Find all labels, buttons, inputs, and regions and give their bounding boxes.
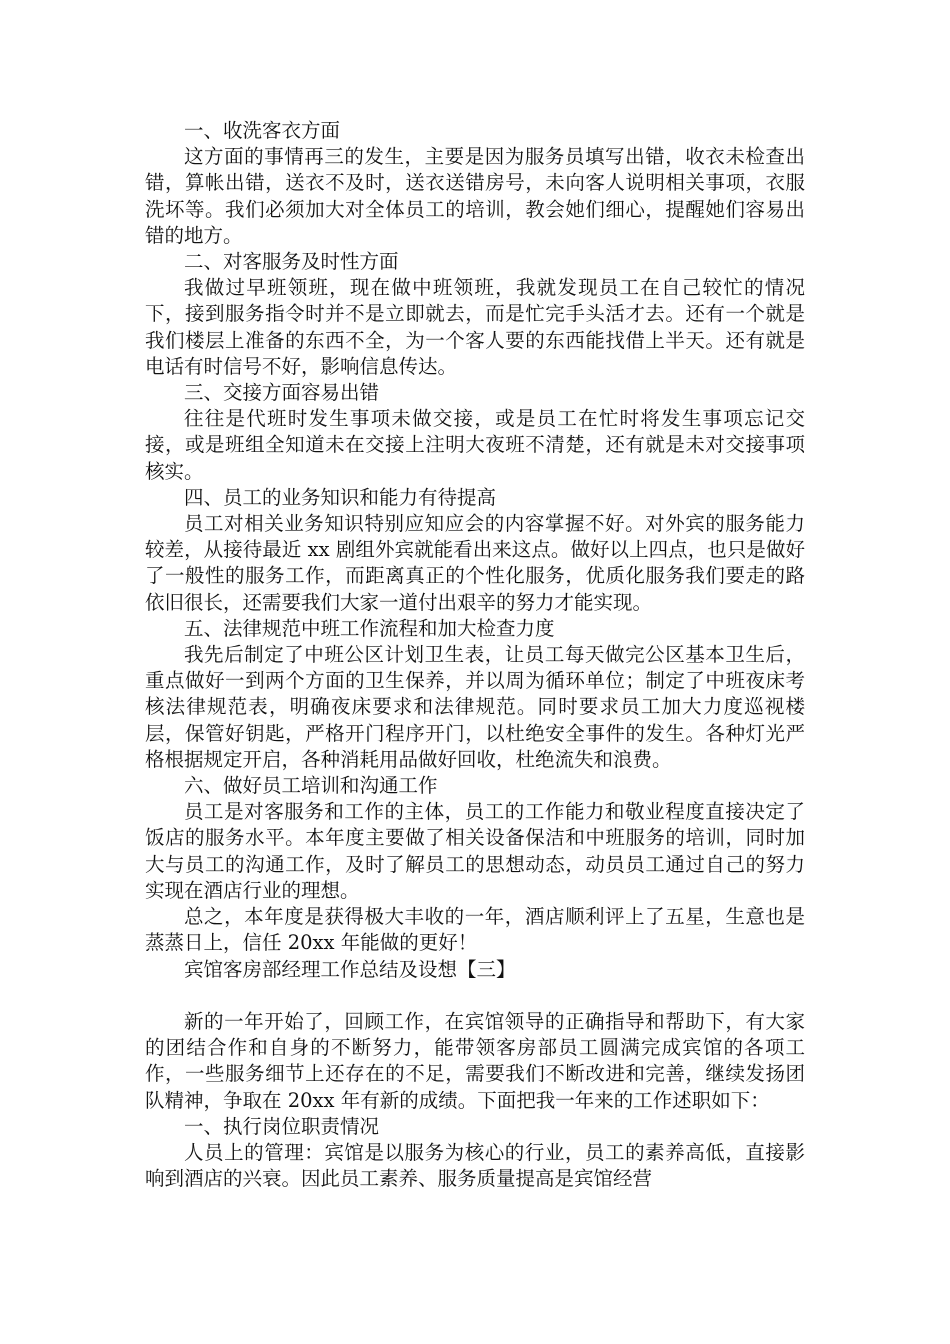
paragraph-handover: 往往是代班时发生事项未做交接，或是员工在忙时将发生事项忘记交接，或是班组全知道未在交接上注明大夜班不清楚，还有就是未对交接事项核实。 <box>145 407 805 483</box>
paragraph-summary: 总之，本年度是获得极大丰收的一年，酒店顺利评上了五星，生意也是蒸蒸日上，信任 20xx 年能做的更好！ <box>145 905 805 955</box>
section-heading-laundry: 一、收洗客衣方面 <box>184 119 341 142</box>
paragraph-skills: 员工对相关业务知识特别应知应会的内容掌握不好。对外宾的服务能力较差，从接待最近 xx 剧组外宾就能看出来这点。做好以上四点，也只是做好了一般性的服务工作，而距离真正的个性化服务，优质化服务我们要走的路依旧很长，还需要我们大家一道付出艰辛的努力才能实现。 <box>145 512 805 614</box>
paragraph-laundry: 这方面的事情再三的发生，主要是因为服务员填写出错，收衣未检查出错，算帐出错，送衣不及时，送衣送错房号，未向客人说明相关事项，衣服洗坏等。我们必须加大对全体员工的培训，教会她们细心，提醒她们容易出错的地方。 <box>145 145 805 247</box>
section-heading-duties: 一、执行岗位职责情况 <box>184 1114 380 1138</box>
article-title: 宾馆客房部经理工作总结及设想【三】 <box>184 957 516 981</box>
section-heading-procedures: 五、法律规范中班工作流程和加大检查力度 <box>184 616 555 640</box>
section-heading-skills: 四、员工的业务知识和能力有待提高 <box>184 485 497 509</box>
section-heading-training: 六、做好员工培训和沟通工作 <box>184 774 438 798</box>
paragraph-training: 员工是对客服务和工作的主体，员工的工作能力和敬业程度直接决定了饭店的服务水平。本年度主要做了相关设备保洁和中班服务的培训，同时加大与员工的沟通工作，及时了解员工的思想动态，动员员工通过自己的努力实现在酒店行业的理想。 <box>145 800 805 902</box>
paragraph-procedures: 我先后制定了中班公区计划卫生表，让员工每天做完公区基本卫生后，重点做好一到两个方面的卫生保养，并以周为循环单位；制定了中班夜床考核法律规范表，明确夜床要求和法律规范。同时要求员工加大力度巡视楼层，保管好钥匙，严格开门程序开门，以杜绝安全事件的发生。各种灯光严格根据规定开启，各种消耗用品做好回收，杜绝流失和浪费。 <box>145 643 805 771</box>
section-heading-handover: 三、交接方面容易出错 <box>184 381 380 405</box>
paragraph-timeliness: 我做过早班领班，现在做中班领班，我就发现员工在自己较忙的情况下，接到服务指令时并不是立即就去，而是忙完手头活才去。还有一个就是我们楼层上准备的东西不全，为一个客人要的东西能找借上半天。还有就是电话有时信号不好，影响信息传达。 <box>145 276 805 378</box>
paragraph-intro: 新的一年开始了，回顾工作，在宾馆领导的正确指导和帮助下，有大家的团结合作和自身的不断努力，能带领客房部员工圆满完成宾馆的各项工作，一些服务细节上还存在的不足，需要我们不断改进和完善，继续发扬团队精神，争取在 20xx 年有新的成绩。下面把我一年来的工作述职如下： <box>145 1009 805 1112</box>
document-page <box>145 118 805 1192</box>
section-heading-timeliness: 二、对客服务及时性方面 <box>184 250 399 274</box>
blank-line <box>145 983 805 1009</box>
paragraph-staff-management: 人员上的管理：宾馆是以服务为核心的行业，员工的素养高低，直接影响到酒店的兴衰。因此员工素养、服务质量提高是宾馆经营 <box>145 1140 805 1191</box>
